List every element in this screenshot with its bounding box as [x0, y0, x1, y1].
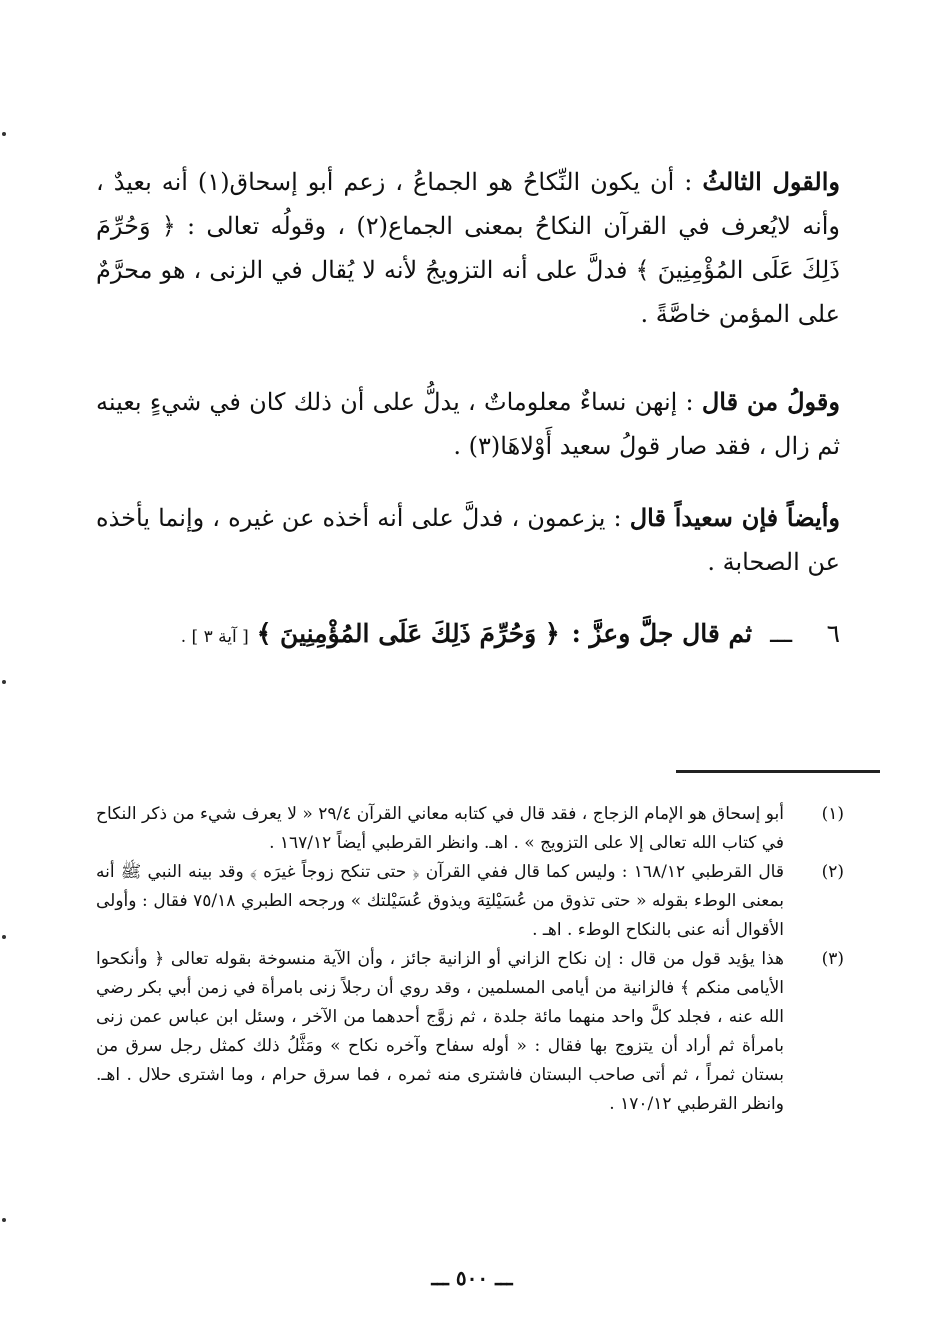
- verse-lead: ثم قال جلَّ وعزَّ :: [571, 619, 753, 648]
- scan-mark: [2, 1218, 6, 1222]
- scan-mark: [2, 132, 6, 136]
- scan-mark: [2, 935, 6, 939]
- footnote: [96, 858, 844, 945]
- paragraph-third-opinion: [96, 160, 840, 336]
- footnote-number: (٣): [821, 949, 844, 969]
- footnote: [96, 945, 844, 1119]
- verse-number: ٦: [826, 619, 840, 648]
- paragraph-text: : يزعمون ، فدلَّ على أنه أخذه عن غيره ، وإنما يأخذه عن الصحابة .: [96, 504, 840, 576]
- footnote-text: أبو إسحاق هو الإمام الزجاج ، فقد قال في كتابه معاني القرآن ٢٩/٤ « لا يعرف شيء من ذكر النكاح في كتاب الله تعالى إلا على التزويج » . اهـ. وانظر القرطبي أيضاً ١٦٧/١٢ .: [96, 804, 784, 853]
- verse-heading: [96, 612, 840, 659]
- footnote: [96, 800, 844, 858]
- footnote-number: (١): [821, 804, 844, 824]
- page-number-text: ـــ ٥٠٠ ـــ: [431, 1266, 513, 1290]
- page-number: [0, 1266, 944, 1290]
- paragraph-lead: وأيضاً فإن سعيداً قال: [629, 503, 840, 532]
- footnote-text: قال القرطبي ١٦٨/١٢ : وليس كما قال ففي القرآن ﴿ حتى تنكح زوجاً غيرَه ﴾ وقد بينه النبي ﷺ أنه بمعنى الوطء بقوله « حتى تذوق من عُسَيْلتِهَ ويذوق عُسَيْلتك » ورجحه الطبري ٧٥/١٨ فقال : وأولى الأقوال أنه عنى بالنكاح الوطء . اهـ .: [96, 862, 785, 940]
- footnote-separator: [676, 770, 880, 773]
- verse-quote: ﴿ وَحُرِّمَ ذَلِكَ عَلَى المُؤْمِنِينَ ﴾: [256, 619, 560, 648]
- paragraph-lead: وقولُ من قال: [701, 387, 840, 416]
- paragraph-lead: والقول الثالثُ: [702, 167, 840, 196]
- scan-mark: [2, 680, 6, 684]
- verse-dash: ـــ: [770, 619, 793, 648]
- paragraph-said-claim: [96, 496, 840, 584]
- paragraph-text: : أن يكون النِّكاحُ هو الجماعُ ، زعم أبو إسحاق(١) أنه بعيدٌ ، وأنه لايُعرف في القرآن النكاحُ بمعنى الجماع(٢) ، وقولُه تعالى : ﴿ وَحُرِّمَ ذَلِكَ عَلَى المُؤْمِنِينَ ﴾ فدلَّ على أنه التزويجُ لأنه لا يُقال في الزنى ، هو محرَّمٌ على المؤمن خاصَّةً .: [96, 168, 841, 328]
- paragraph-text: : إنهن نساءٌ معلوماتٌ ، يدلُّ على أن ذلك كان في شيءٍ بعينه ثم زال ، فقد صار قولُ سعيد أَوْلاهَا(٣) .: [96, 388, 840, 460]
- footnote-text: هذا يؤيد قول من قال : إن نكاح الزاني أو الزانية جائز ، وأن الآية منسوخة بقوله تعالى ﴿ وأنكحوا الأيامى منكم ﴾ فالزانية من أيامى المسلمين ، وقد روي أن رجلاً زنى بامرأة في زمن أبي بكر رضي الله عنه ، فجلد كلَّ واحد منهما مائة جلدة ، ثم زوَّج أحدهما من الآخر ، وسئل ابن عباس عمن زنى بامرأة ثم أراد أن يتزوج بها فقال : « أوله سفاح وآخره نكاح » ومَثَّلُ ذلك كمثل رجل سرق من بستان ثمراً ، ثم أتى صاحب البستان فاشترى منه ثمره ، فما سرق حرام ، وما اشترى حلال . اهـ. وانظر القرطبي ١٧٠/١٢ .: [96, 949, 784, 1114]
- paragraph-known-women: [96, 380, 840, 468]
- verse-reference: [ آية ٣ ] .: [180, 627, 249, 647]
- footnotes: [96, 800, 844, 1119]
- footnote-number: (٢): [821, 862, 844, 882]
